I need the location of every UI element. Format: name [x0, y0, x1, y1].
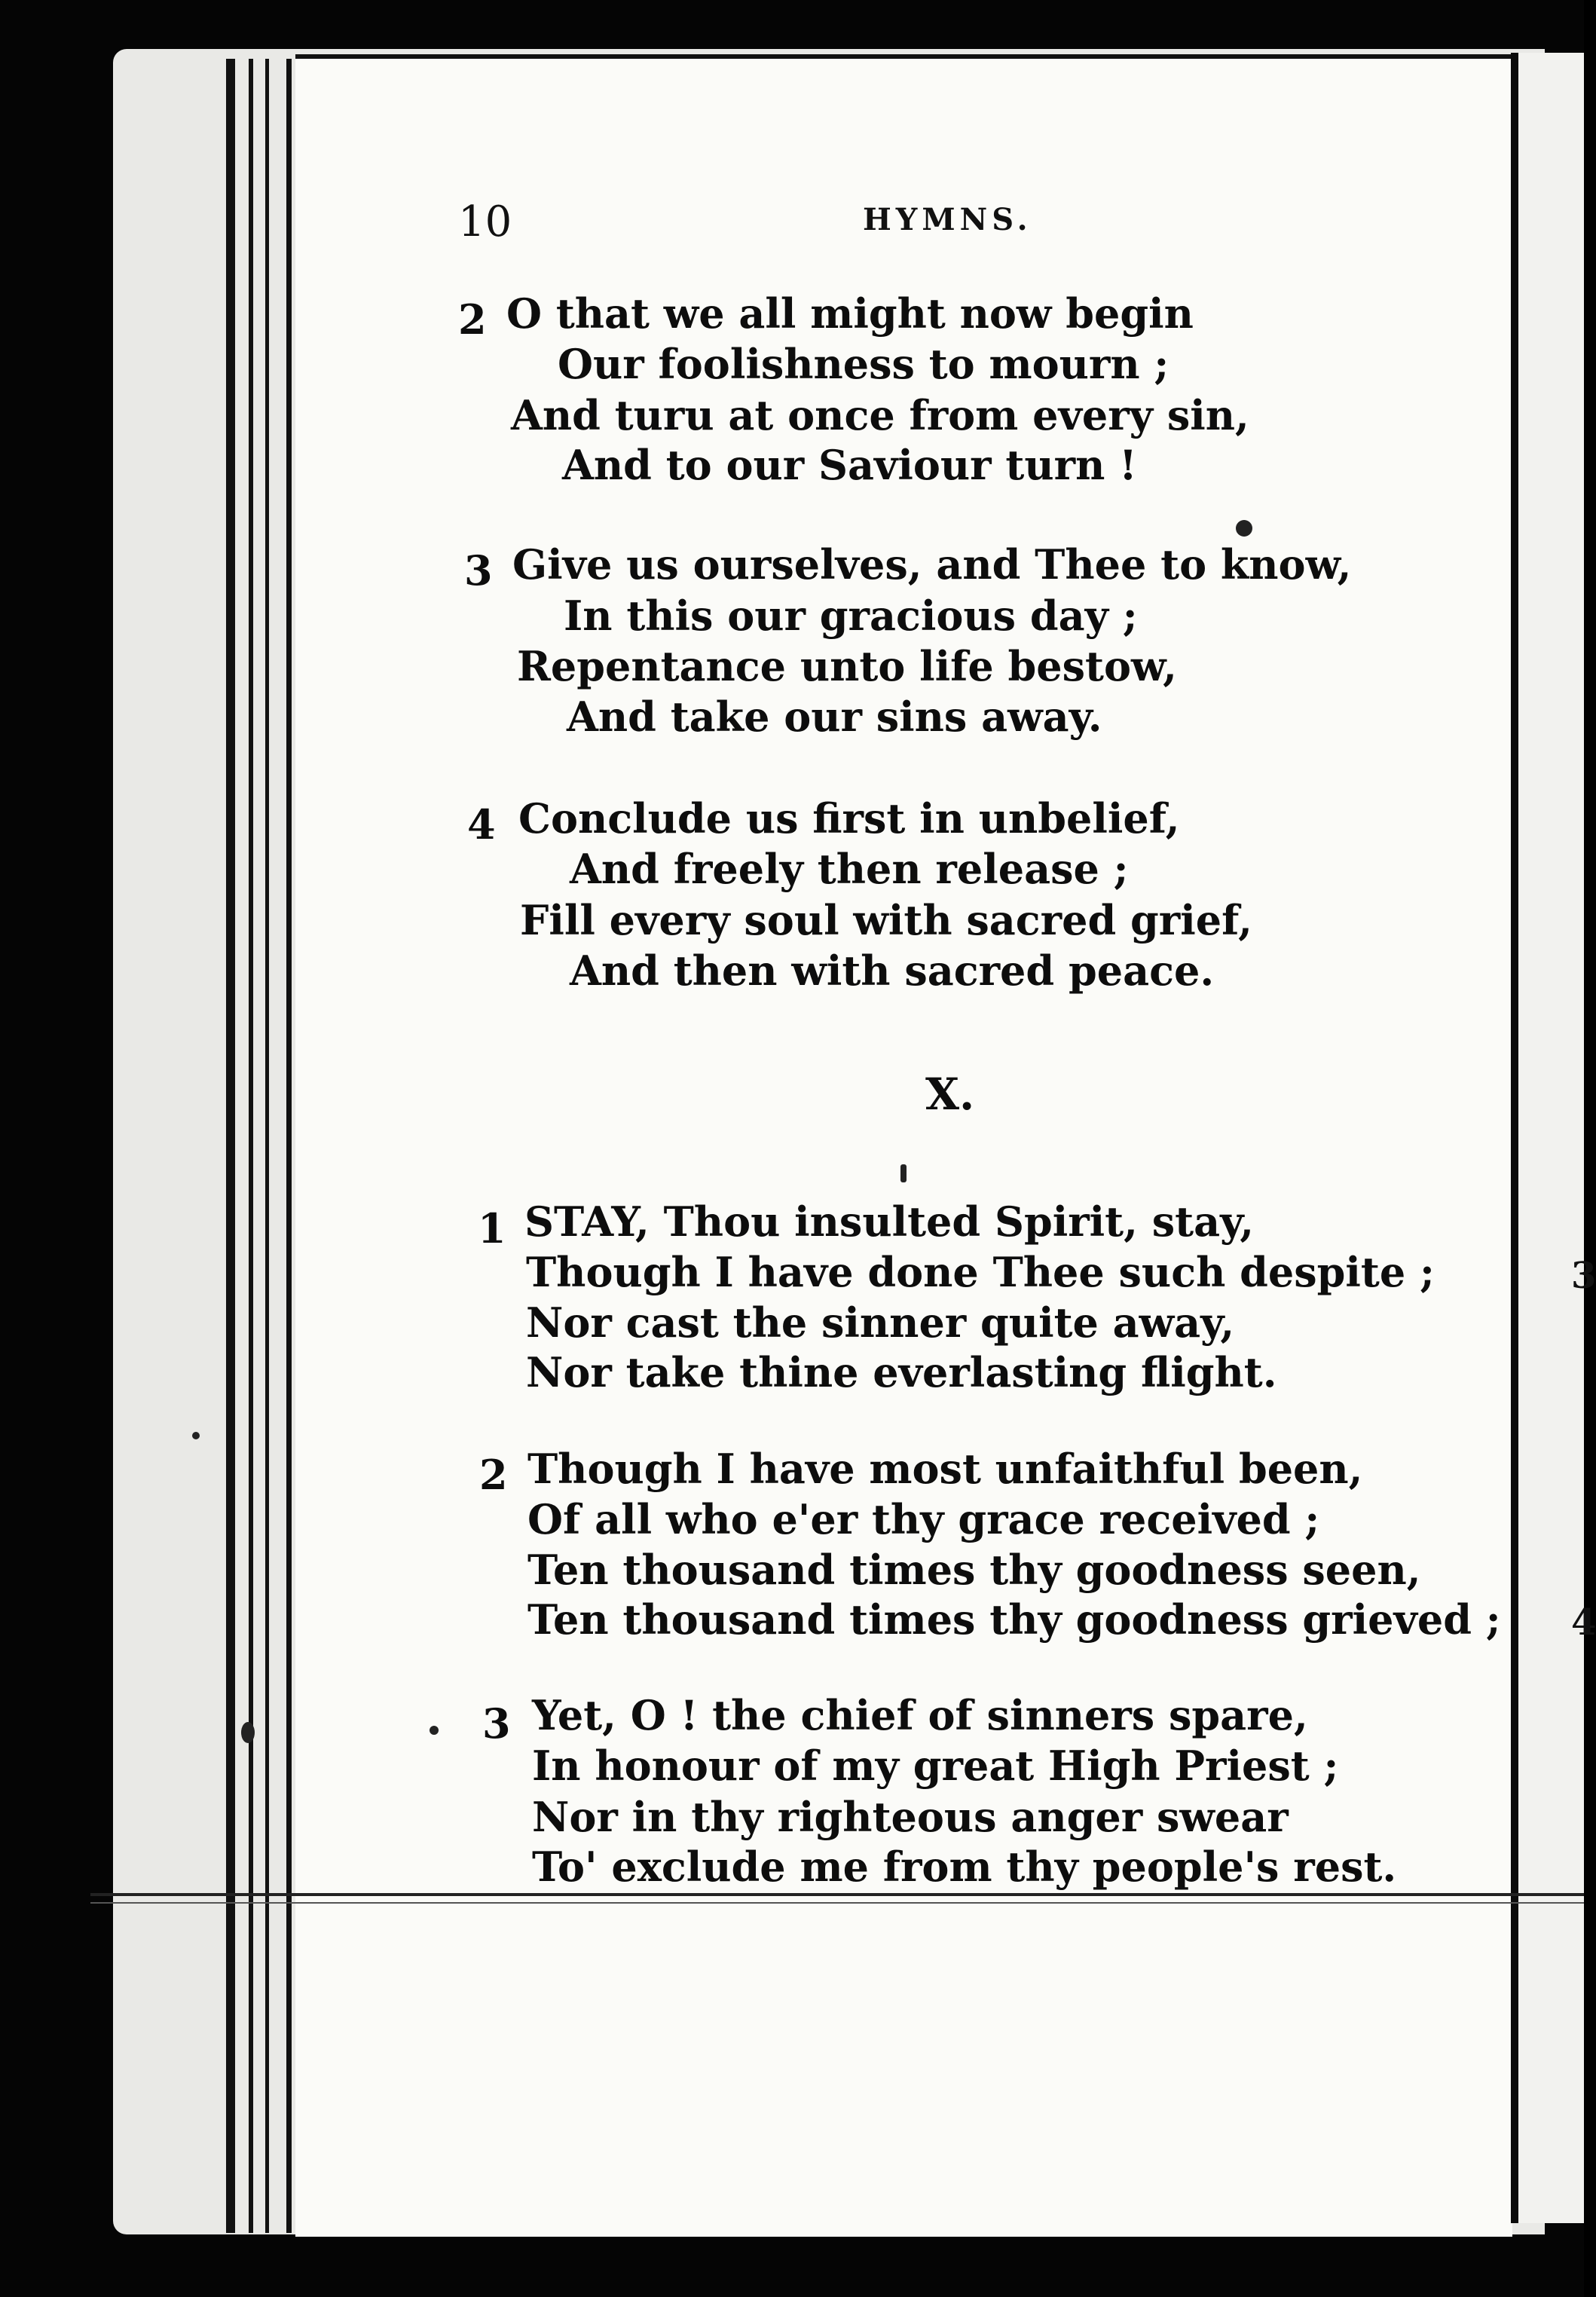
- page-edge: [249, 59, 253, 2233]
- verse-line: Though I have most unfaithful been,: [527, 1445, 1363, 1493]
- verse-line: STAY, Thou insulted Spirit, stay,: [524, 1197, 1255, 1246]
- verse-line: Fill every soul with sacred grief,: [520, 896, 1252, 944]
- next-page-digit: 4: [1571, 1601, 1596, 1644]
- verse-line: Our foolishness to mourn ;: [558, 340, 1169, 388]
- verse-line: Of all who e'er thy grace received ;: [527, 1495, 1320, 1543]
- verse-line: Give us ourselves, and Thee to know,: [512, 540, 1352, 589]
- page-edge: [286, 59, 292, 2233]
- stanza-number: 1: [478, 1204, 506, 1252]
- verse-line: Nor cast the sinner quite away,: [526, 1298, 1235, 1347]
- next-page-strip: [1518, 53, 1596, 2223]
- verse-line: Nor in thy righteous anger swear: [532, 1793, 1289, 1841]
- stanza-number: 3: [464, 546, 493, 595]
- verse-line: To' exclude me from thy people's rest.: [532, 1843, 1397, 1891]
- verse-line: Conclude us first in unbelief,: [518, 794, 1180, 843]
- stanza-number: 2: [479, 1451, 508, 1499]
- verse-line: Yet, O ! the chief of sinners spare,: [532, 1691, 1308, 1739]
- verse-line: And to our Saviour turn !: [562, 441, 1137, 489]
- verse-line: Repentance unto life bestow,: [517, 642, 1177, 690]
- stanza-number: 2: [458, 295, 487, 344]
- hymn-number: X.: [925, 1069, 975, 1120]
- verse-line: O that we all might now begin: [506, 289, 1194, 338]
- verse-line: And turu at once from every sin,: [511, 391, 1249, 439]
- stanza-number: 3: [482, 1699, 511, 1748]
- ink-speck: [900, 1164, 907, 1182]
- next-page-digit: 3: [1571, 1255, 1596, 1297]
- verse-line: Ten thousand times thy goodness grieved ;: [527, 1595, 1501, 1644]
- verse-line: In this our gracious day ;: [564, 592, 1138, 640]
- verse-line: And then with sacred peace.: [570, 947, 1215, 995]
- gutter-line: [1511, 53, 1518, 2223]
- verse-line: In honour of my great High Priest ;: [532, 1742, 1339, 1790]
- ink-speck: [430, 1726, 439, 1735]
- verse-line: Nor take thine everlasting flight.: [526, 1348, 1277, 1396]
- scan-rule-line: [90, 1893, 1584, 1896]
- verse-line: Ten thousand times thy goodness seen,: [527, 1546, 1421, 1594]
- scan-rule-line: [90, 1902, 1584, 1904]
- verse-line: And freely then release ;: [570, 845, 1129, 893]
- running-title: HYMNS.: [863, 202, 1032, 237]
- ink-speck: [241, 1722, 255, 1743]
- verse-line: Though I have done Thee such despite ;: [526, 1248, 1435, 1296]
- ink-speck: [1236, 520, 1252, 537]
- page-edge: [226, 59, 235, 2233]
- verse-line: And take our sins away.: [567, 693, 1102, 741]
- page-edge: [265, 59, 269, 2233]
- page-number: 10: [458, 197, 512, 246]
- stanza-number: 4: [467, 800, 496, 849]
- ink-speck: [192, 1432, 200, 1439]
